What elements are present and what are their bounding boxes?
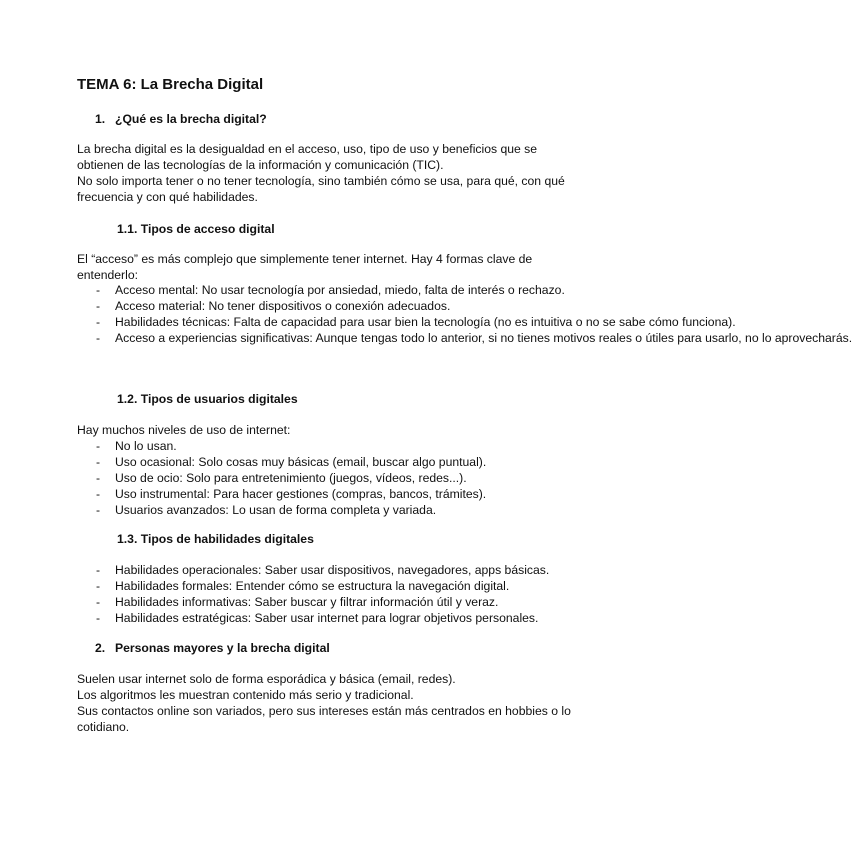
section-heading-text: Personas mayores y la brecha digital (115, 641, 330, 655)
list-item-text: Habilidades técnicas: Falta de capacidad para usar bien la tecnología (no es intuitiva o no se sabe cómo funciona). (115, 315, 736, 329)
list-item (77, 486, 577, 502)
list-item (77, 578, 577, 594)
list-item-text: Habilidades estratégicas: Saber usar internet para lograr objetivos personales. (115, 611, 539, 625)
list-item (77, 438, 577, 454)
section-2-body (77, 671, 577, 735)
list-item-text: Habilidades operacionales: Saber usar dispositivos, navegadores, apps básicas. (115, 563, 550, 577)
bullet-dash: - (96, 487, 101, 501)
skill-types-list (77, 562, 577, 626)
section-number: 1. (95, 112, 106, 126)
subsection-heading-1-1: 1.1. Tipos de acceso digital (117, 222, 275, 236)
user-types-list (77, 438, 577, 518)
list-item (77, 470, 577, 486)
paragraph: Los algoritmos les muestran contenido más serio y tradicional. (77, 688, 414, 702)
list-item-text: Habilidades formales: Entender cómo se estructura la navegación digital. (115, 579, 510, 593)
list-item (77, 282, 577, 298)
bullet-dash: - (96, 579, 101, 593)
bullet-dash: - (96, 283, 101, 297)
list-item-text: Uso de ocio: Solo para entretenimiento (juegos, vídeos, redes...). (115, 471, 467, 485)
document-title: TEMA 6: La Brecha Digital (77, 76, 264, 93)
list-item-text: Acceso mental: No usar tecnología por ansiedad, miedo, falta de interés o rechazo. (115, 283, 565, 297)
list-item-text: Acceso material: No tener dispositivos o conexión adecuados. (115, 299, 451, 313)
bullet-dash: - (96, 315, 101, 329)
list-item-text: No lo usan. (115, 439, 177, 453)
bullet-dash: - (96, 471, 101, 485)
bullet-dash: - (96, 595, 101, 609)
section-heading-2 (95, 641, 330, 655)
list-item (77, 454, 577, 470)
paragraph: Suelen usar internet solo de forma esporádica y básica (email, redes). (77, 672, 456, 686)
bullet-dash: - (96, 455, 101, 469)
bullet-dash: - (96, 299, 101, 313)
list-item (77, 562, 577, 578)
list-item-text: Habilidades informativas: Saber buscar y filtrar información útil y veraz. (115, 595, 499, 609)
subsection-heading-1-3: 1.3. Tipos de habilidades digitales (117, 532, 314, 546)
subsection-1-2-intro: Hay muchos niveles de uso de internet: (77, 423, 291, 437)
bullet-dash: - (96, 331, 101, 345)
section-1-body (77, 141, 577, 205)
list-item (77, 502, 577, 518)
list-item-text: Uso ocasional: Solo cosas muy básicas (email, buscar algo puntual). (115, 455, 487, 469)
list-item (77, 314, 736, 330)
access-types-list (77, 282, 852, 346)
paragraph: La brecha digital es la desigualdad en el acceso, uso, tipo de uso y beneficios que se obtienen de las tecnologías de la información y comunicación (TIC). (77, 142, 538, 172)
paragraph: No solo importa tener o no tener tecnología, sino también cómo se usa, para qué, con qué frecuencia y con qué habilidades. (77, 174, 565, 204)
section-heading-text: ¿Qué es la brecha digital? (115, 112, 267, 126)
bullet-dash: - (96, 503, 101, 517)
subsection-1-1-intro: El “acceso” es más complejo que simplemente tener internet. Hay 4 formas clave de entenderlo: (77, 252, 533, 282)
list-item-text: Usuarios avanzados: Lo usan de forma completa y variada. (115, 503, 437, 517)
bullet-dash: - (96, 439, 101, 453)
paragraph: Sus contactos online son variados, pero sus intereses están más centrados en hobbies o lo cotidiano. (77, 704, 571, 734)
section-heading-1 (95, 112, 267, 126)
list-item (77, 594, 577, 610)
list-item (77, 610, 577, 626)
list-item-text: Acceso a experiencias significativas: Aunque tengas todo lo anterior, si no tienes motivos reales o útiles para usarlo, no lo aprovecharás. (115, 331, 852, 345)
list-item-text: Uso instrumental: Para hacer gestiones (compras, bancos, trámites). (115, 487, 487, 501)
bullet-dash: - (96, 563, 101, 577)
bullet-dash: - (96, 611, 101, 625)
subsection-heading-1-2: 1.2. Tipos de usuarios digitales (117, 392, 298, 406)
list-item (77, 298, 577, 314)
section-number: 2. (95, 641, 106, 655)
list-item (77, 330, 852, 346)
